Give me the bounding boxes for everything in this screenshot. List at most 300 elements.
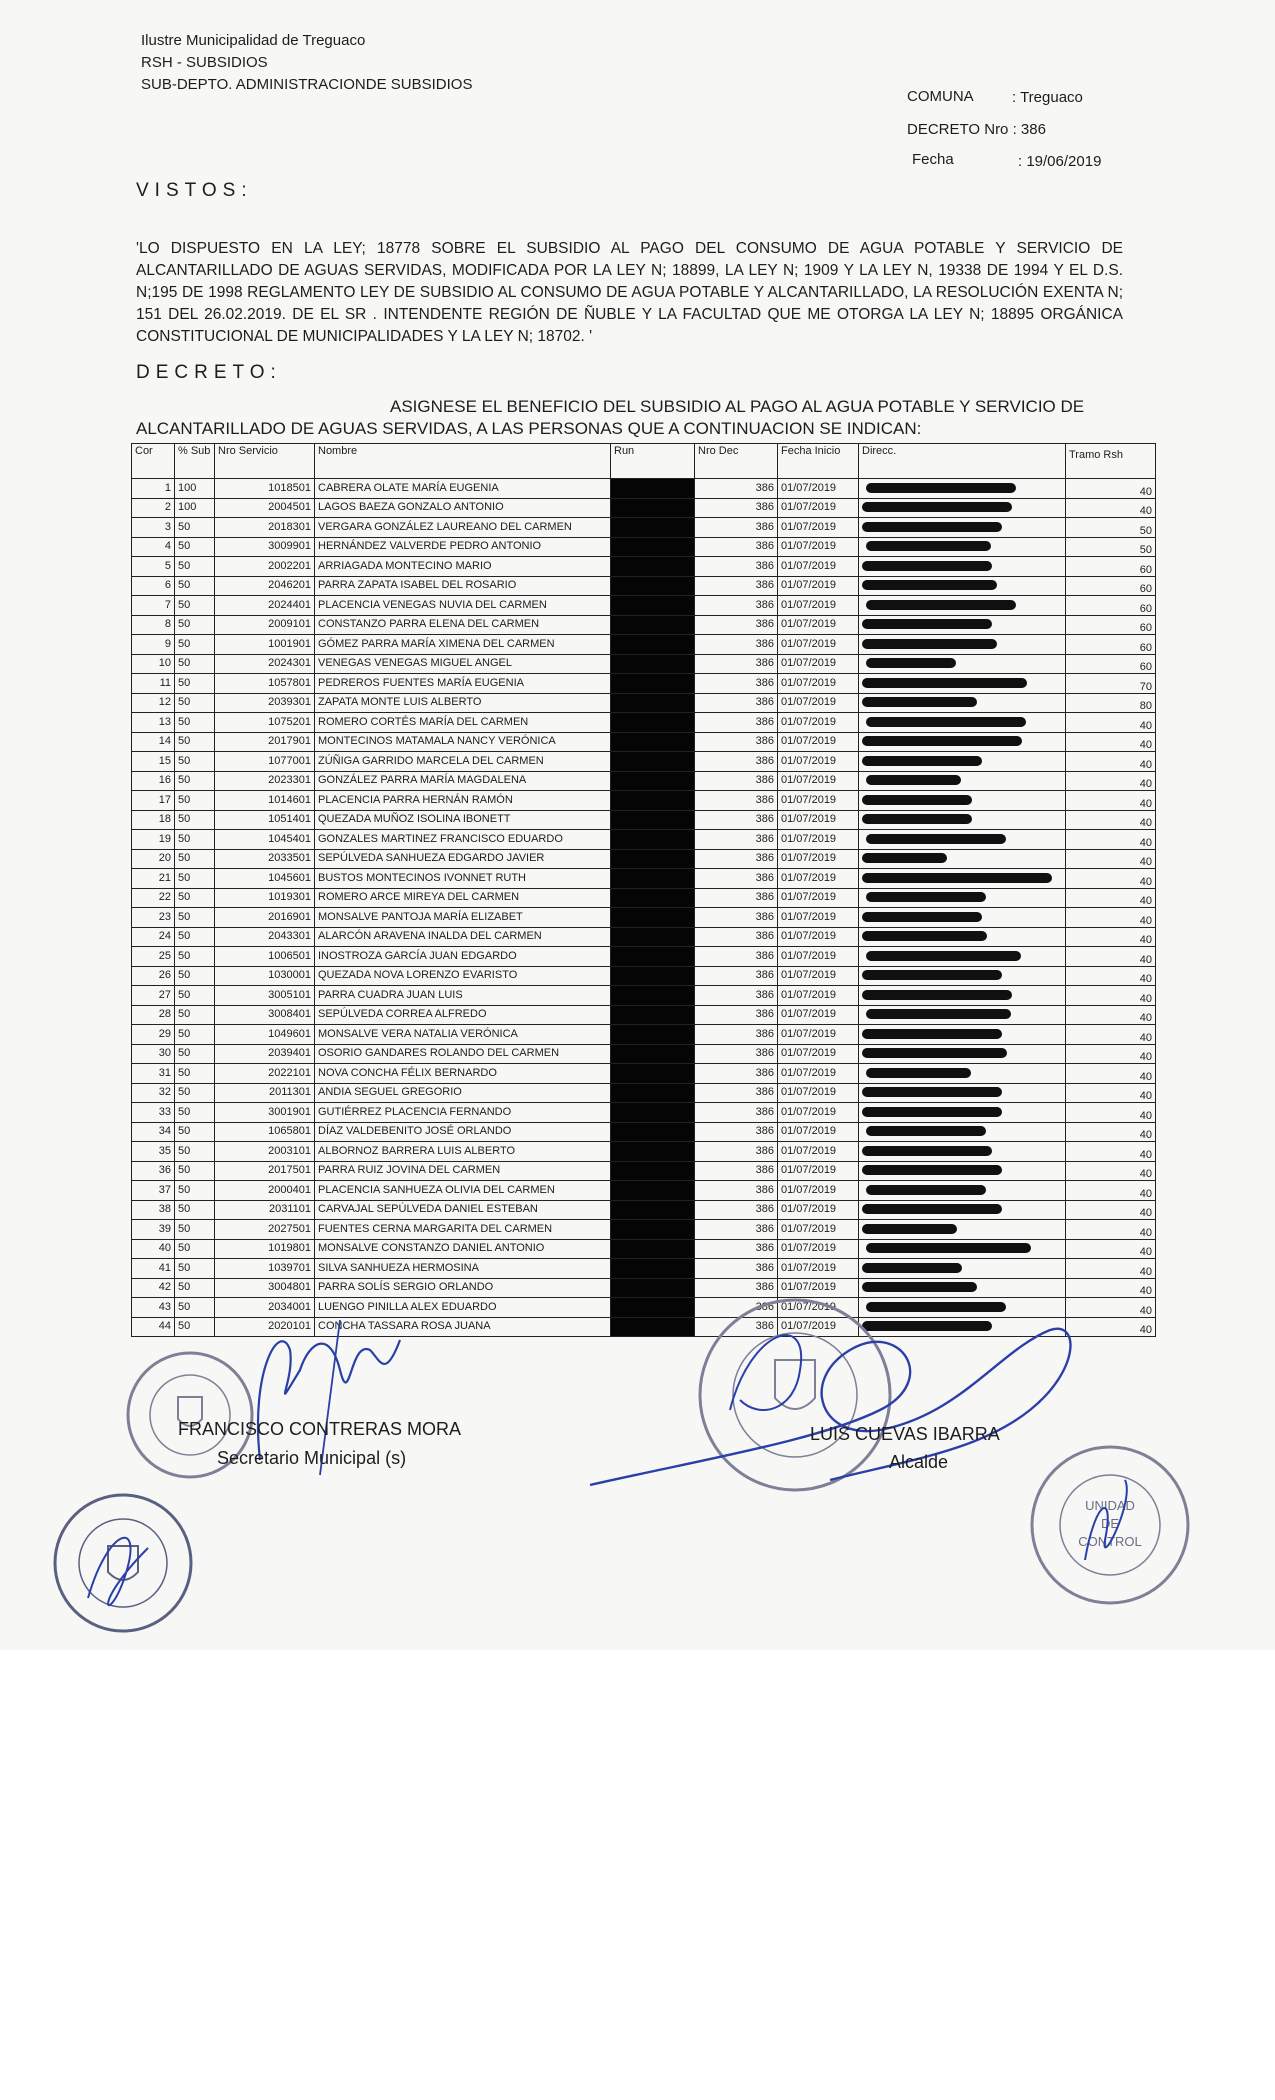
cell-nro-dec: 386 [695, 635, 778, 655]
cell-nro-servicio: 1014601 [215, 791, 315, 811]
cell-run-redacted [611, 615, 695, 635]
cell-nro-servicio: 2020101 [215, 1317, 315, 1337]
cell-nombre: ALBORNOZ BARRERA LUIS ALBERTO [315, 1142, 611, 1162]
cell-cor: 13 [132, 713, 175, 733]
table-row [132, 518, 1156, 538]
cell-tramo-rsh: 40 [1066, 1025, 1156, 1045]
cell-run-redacted [611, 986, 695, 1006]
cell-direccion-redacted [859, 1161, 1066, 1181]
cell-tramo-rsh: 40 [1066, 713, 1156, 733]
cell-fecha-inicio: 01/07/2019 [778, 1103, 859, 1123]
cell-nro-dec: 386 [695, 752, 778, 772]
alcalde-name: LUIS CUEVAS IBARRA [810, 1424, 1000, 1444]
cell-tramo-rsh: 40 [1066, 752, 1156, 772]
redaction-mark [862, 1087, 1002, 1097]
redaction-mark [862, 1263, 962, 1273]
cell-nro-servicio: 1039701 [215, 1259, 315, 1279]
cell-run-redacted [611, 1025, 695, 1045]
cell-tramo-rsh: 40 [1066, 1122, 1156, 1142]
redaction-mark [862, 619, 992, 629]
cell-nro-dec: 386 [695, 771, 778, 791]
cell-nombre: PARRA CUADRA JUAN LUIS [315, 986, 611, 1006]
cell-run-redacted [611, 654, 695, 674]
asignese-paragraph: ASIGNESE EL BENEFICIO DEL SUBSIDIO AL PAGO AL AGUA POTABLE Y SERVICIO DE ALCANTARILLADO DE AGUAS SERVIDAS, A LAS PERSONAS QUE A CONTINUACION SE INDICAN: [136, 397, 1085, 438]
cell-cor: 5 [132, 557, 175, 577]
redaction-mark [862, 1146, 992, 1156]
table-row [132, 1044, 1156, 1064]
redaction-mark [862, 814, 972, 824]
cell-percent-sub: 50 [175, 986, 215, 1006]
cell-cor: 33 [132, 1103, 175, 1123]
redaction-mark [866, 541, 991, 551]
cell-fecha-inicio: 01/07/2019 [778, 752, 859, 772]
header-subdepartment: SUB-DEPTO. ADMINISTRACIONDE SUBSIDIOS [141, 76, 473, 93]
cell-fecha-inicio: 01/07/2019 [778, 596, 859, 616]
cell-tramo-rsh: 40 [1066, 1181, 1156, 1201]
cell-nro-dec: 386 [695, 1083, 778, 1103]
table-header-row [132, 444, 1156, 479]
redaction-mark [862, 561, 992, 571]
cell-tramo-rsh: 40 [1066, 908, 1156, 928]
cell-nombre: GONZALES MARTINEZ FRANCISCO EDUARDO [315, 830, 611, 850]
cell-percent-sub: 50 [175, 1259, 215, 1279]
redaction-mark [862, 1029, 1002, 1039]
comuna-value: : Treguaco [1012, 89, 1083, 106]
cell-nombre: PEDREROS FUENTES MARÍA EUGENIA [315, 674, 611, 694]
cell-percent-sub: 50 [175, 888, 215, 908]
cell-direccion-redacted [859, 654, 1066, 674]
cell-nombre: FUENTES CERNA MARGARITA DEL CARMEN [315, 1220, 611, 1240]
cell-cor: 9 [132, 635, 175, 655]
redaction-mark [862, 1107, 1002, 1117]
cell-run-redacted [611, 1239, 695, 1259]
cell-cor: 42 [132, 1278, 175, 1298]
table-row [132, 908, 1156, 928]
cell-nombre: CARVAJAL SEPÚLVEDA DANIEL ESTEBAN [315, 1200, 611, 1220]
cell-percent-sub: 50 [175, 1064, 215, 1084]
cell-cor: 30 [132, 1044, 175, 1064]
cell-nro-servicio: 2023301 [215, 771, 315, 791]
cell-cor: 11 [132, 674, 175, 694]
cell-fecha-inicio: 01/07/2019 [778, 986, 859, 1006]
cell-fecha-inicio: 01/07/2019 [778, 1259, 859, 1279]
cell-nombre: QUEZADA NOVA LORENZO EVARISTO [315, 966, 611, 986]
cell-nombre: GUTIÉRREZ PLACENCIA FERNANDO [315, 1103, 611, 1123]
fecha-label: Fecha [912, 151, 954, 168]
cell-tramo-rsh: 40 [1066, 479, 1156, 499]
cell-nro-servicio: 1045401 [215, 830, 315, 850]
secretary-title: Secretario Municipal (s) [217, 1448, 407, 1468]
cell-nro-dec: 386 [695, 1298, 778, 1318]
cell-cor: 10 [132, 654, 175, 674]
cell-cor: 44 [132, 1317, 175, 1337]
cell-nombre: PARRA RUIZ JOVINA DEL CARMEN [315, 1161, 611, 1181]
table-row [132, 479, 1156, 499]
cell-cor: 34 [132, 1122, 175, 1142]
cell-percent-sub: 50 [175, 576, 215, 596]
cell-tramo-rsh: 60 [1066, 654, 1156, 674]
cell-nombre: BUSTOS MONTECINOS IVONNET RUTH [315, 869, 611, 889]
cell-nombre: NOVA CONCHA FÉLIX BERNARDO [315, 1064, 611, 1084]
redaction-mark [866, 483, 1016, 493]
cell-nombre: CONCHA TASSARA ROSA JUANA [315, 1317, 611, 1337]
redaction-mark [862, 756, 982, 766]
control-unit-stamp-icon [1025, 1440, 1195, 1610]
cell-tramo-rsh: 60 [1066, 557, 1156, 577]
cell-percent-sub: 50 [175, 1025, 215, 1045]
table-row [132, 869, 1156, 889]
cell-nro-servicio: 2043301 [215, 927, 315, 947]
cell-cor: 23 [132, 908, 175, 928]
cell-fecha-inicio: 01/07/2019 [778, 849, 859, 869]
cell-nombre: ARRIAGADA MONTECINO MARIO [315, 557, 611, 577]
cell-nombre: GONZÁLEZ PARRA MARÍA MAGDALENA [315, 771, 611, 791]
cell-cor: 14 [132, 732, 175, 752]
cell-percent-sub: 50 [175, 830, 215, 850]
cell-run-redacted [611, 732, 695, 752]
table-row [132, 830, 1156, 850]
cell-percent-sub: 50 [175, 966, 215, 986]
cell-nro-dec: 386 [695, 810, 778, 830]
cell-cor: 29 [132, 1025, 175, 1045]
table-body [132, 479, 1156, 1337]
cell-tramo-rsh: 40 [1066, 1317, 1156, 1337]
cell-run-redacted [611, 771, 695, 791]
cell-nro-dec: 386 [695, 888, 778, 908]
beneficiaries-table [131, 443, 1156, 1337]
cell-tramo-rsh: 60 [1066, 596, 1156, 616]
col-cor: Cor [132, 444, 175, 479]
cell-nombre: OSORIO GANDARES ROLANDO DEL CARMEN [315, 1044, 611, 1064]
cell-fecha-inicio: 01/07/2019 [778, 947, 859, 967]
redaction-mark [862, 736, 1022, 746]
cell-fecha-inicio: 01/07/2019 [778, 1181, 859, 1201]
header-block [141, 30, 472, 96]
table-row [132, 810, 1156, 830]
cell-nro-dec: 386 [695, 1005, 778, 1025]
redaction-mark [862, 522, 1002, 532]
cell-tramo-rsh: 40 [1066, 1239, 1156, 1259]
cell-percent-sub: 50 [175, 947, 215, 967]
cell-nro-servicio: 1057801 [215, 674, 315, 694]
cell-nombre: GÓMEZ PARRA MARÍA XIMENA DEL CARMEN [315, 635, 611, 655]
redaction-mark [862, 580, 997, 590]
cell-nro-dec: 386 [695, 479, 778, 499]
cell-tramo-rsh: 50 [1066, 537, 1156, 557]
cell-fecha-inicio: 01/07/2019 [778, 732, 859, 752]
cell-percent-sub: 50 [175, 1083, 215, 1103]
cell-nombre: ROMERO ARCE MIREYA DEL CARMEN [315, 888, 611, 908]
cell-tramo-rsh: 40 [1066, 830, 1156, 850]
cell-run-redacted [611, 576, 695, 596]
cell-direccion-redacted [859, 1103, 1066, 1123]
cell-tramo-rsh: 40 [1066, 732, 1156, 752]
cell-percent-sub: 50 [175, 1122, 215, 1142]
secretary-name: FRANCISCO CONTRERAS MORA [178, 1419, 462, 1439]
cell-cor: 25 [132, 947, 175, 967]
cell-run-redacted [611, 537, 695, 557]
comuna-label: COMUNA [907, 88, 974, 105]
table-row [132, 693, 1156, 713]
table-row [132, 1122, 1156, 1142]
table-row [132, 576, 1156, 596]
cell-nombre: ZAPATA MONTE LUIS ALBERTO [315, 693, 611, 713]
redaction-mark [862, 873, 1052, 883]
cell-direccion-redacted [859, 498, 1066, 518]
cell-nombre: PARRA SOLÍS SERGIO ORLANDO [315, 1278, 611, 1298]
cell-nro-servicio: 2009101 [215, 615, 315, 635]
cell-percent-sub: 50 [175, 732, 215, 752]
cell-direccion-redacted [859, 615, 1066, 635]
cell-nro-dec: 386 [695, 1142, 778, 1162]
cell-cor: 22 [132, 888, 175, 908]
cell-nombre: ROMERO CORTÉS MARÍA DEL CARMEN [315, 713, 611, 733]
cell-tramo-rsh: 40 [1066, 1064, 1156, 1084]
cell-percent-sub: 50 [175, 1181, 215, 1201]
cell-nombre: CABRERA OLATE MARÍA EUGENIA [315, 479, 611, 499]
cell-cor: 17 [132, 791, 175, 811]
cell-nro-dec: 386 [695, 654, 778, 674]
redaction-mark [866, 600, 1016, 610]
cell-nombre: LUENGO PINILLA ALEX EDUARDO [315, 1298, 611, 1318]
redaction-mark [866, 1126, 986, 1136]
cell-nombre: VERGARA GONZÁLEZ LAUREANO DEL CARMEN [315, 518, 611, 538]
cell-nro-servicio: 1077001 [215, 752, 315, 772]
cell-run-redacted [611, 1083, 695, 1103]
cell-cor: 21 [132, 869, 175, 889]
cell-fecha-inicio: 01/07/2019 [778, 1161, 859, 1181]
cell-nro-dec: 386 [695, 1200, 778, 1220]
cell-cor: 18 [132, 810, 175, 830]
cell-tramo-rsh: 40 [1066, 1103, 1156, 1123]
cell-run-redacted [611, 596, 695, 616]
cell-percent-sub: 50 [175, 713, 215, 733]
cell-direccion-redacted [859, 674, 1066, 694]
cell-fecha-inicio: 01/07/2019 [778, 693, 859, 713]
cell-nro-dec: 386 [695, 615, 778, 635]
cell-direccion-redacted [859, 596, 1066, 616]
cell-direccion-redacted [859, 1122, 1066, 1142]
cell-run-redacted [611, 1200, 695, 1220]
cell-fecha-inicio: 01/07/2019 [778, 576, 859, 596]
vistos-heading: VISTOS: [136, 180, 253, 201]
table-row [132, 615, 1156, 635]
cell-run-redacted [611, 869, 695, 889]
cell-nro-dec: 386 [695, 1239, 778, 1259]
cell-nro-dec: 386 [695, 596, 778, 616]
col-tramo-rsh: Tramo Rsh [1066, 444, 1156, 479]
cell-nro-dec: 386 [695, 557, 778, 577]
col-run: Run [611, 444, 695, 479]
cell-percent-sub: 50 [175, 1005, 215, 1025]
cell-nro-dec: 386 [695, 576, 778, 596]
redaction-mark [862, 639, 997, 649]
redaction-mark [862, 853, 947, 863]
cell-cor: 1 [132, 479, 175, 499]
table-row [132, 966, 1156, 986]
cell-nro-servicio: 3008401 [215, 1005, 315, 1025]
cell-fecha-inicio: 01/07/2019 [778, 1142, 859, 1162]
cell-direccion-redacted [859, 791, 1066, 811]
table-row [132, 927, 1156, 947]
cell-percent-sub: 50 [175, 752, 215, 772]
cell-fecha-inicio: 01/07/2019 [778, 615, 859, 635]
cell-fecha-inicio: 01/07/2019 [778, 1200, 859, 1220]
cell-tramo-rsh: 40 [1066, 771, 1156, 791]
cell-cor: 20 [132, 849, 175, 869]
redaction-mark [862, 795, 972, 805]
cell-nro-servicio: 2024301 [215, 654, 315, 674]
svg-text:DE: DE [1100, 1516, 1120, 1531]
cell-direccion-redacted [859, 557, 1066, 577]
cell-fecha-inicio: 01/07/2019 [778, 1122, 859, 1142]
cell-direccion-redacted [859, 1200, 1066, 1220]
cell-percent-sub: 50 [175, 635, 215, 655]
cell-nombre: SEPÚLVEDA CORREA ALFREDO [315, 1005, 611, 1025]
cell-run-redacted [611, 791, 695, 811]
table-row [132, 849, 1156, 869]
cell-fecha-inicio: 01/07/2019 [778, 908, 859, 928]
cell-run-redacted [611, 1181, 695, 1201]
redaction-mark [866, 1068, 971, 1078]
cell-nro-servicio: 2046201 [215, 576, 315, 596]
cell-direccion-redacted [859, 1005, 1066, 1025]
cell-run-redacted [611, 557, 695, 577]
redaction-mark [866, 717, 1026, 727]
cell-nombre: LAGOS BAEZA GONZALO ANTONIO [315, 498, 611, 518]
cell-cor: 32 [132, 1083, 175, 1103]
cell-nro-servicio: 1030001 [215, 966, 315, 986]
cell-nombre: VENEGAS VENEGAS MIGUEL ANGEL [315, 654, 611, 674]
header-department: RSH - SUBSIDIOS [141, 54, 268, 71]
cell-nro-dec: 386 [695, 947, 778, 967]
cell-run-redacted [611, 1005, 695, 1025]
cell-cor: 8 [132, 615, 175, 635]
cell-direccion-redacted [859, 479, 1066, 499]
table-row [132, 888, 1156, 908]
table-row [132, 771, 1156, 791]
cell-nro-dec: 386 [695, 1317, 778, 1337]
cell-nombre: PLACENCIA SANHUEZA OLIVIA DEL CARMEN [315, 1181, 611, 1201]
cell-run-redacted [611, 927, 695, 947]
cell-nro-servicio: 2016901 [215, 908, 315, 928]
header-municipality: Ilustre Municipalidad de Treguaco [141, 32, 366, 49]
cell-tramo-rsh: 40 [1066, 498, 1156, 518]
table-row [132, 654, 1156, 674]
cell-nombre: CONSTANZO PARRA ELENA DEL CARMEN [315, 615, 611, 635]
alcalde-signature-icon [580, 1290, 1100, 1510]
cell-fecha-inicio: 01/07/2019 [778, 518, 859, 538]
cell-direccion-redacted [859, 635, 1066, 655]
cell-fecha-inicio: 01/07/2019 [778, 1278, 859, 1298]
cell-run-redacted [611, 947, 695, 967]
table-row [132, 1083, 1156, 1103]
cell-tramo-rsh: 40 [1066, 1083, 1156, 1103]
cell-tramo-rsh: 40 [1066, 1005, 1156, 1025]
cell-nro-servicio: 2034001 [215, 1298, 315, 1318]
cell-fecha-inicio: 01/07/2019 [778, 1044, 859, 1064]
cell-nombre: QUEZADA MUÑOZ ISOLINA IBONETT [315, 810, 611, 830]
cell-tramo-rsh: 40 [1066, 1044, 1156, 1064]
cell-nombre: INOSTROZA GARCÍA JUAN EDGARDO [315, 947, 611, 967]
cell-cor: 2 [132, 498, 175, 518]
cell-nro-servicio: 3004801 [215, 1278, 315, 1298]
redaction-mark [862, 502, 1012, 512]
cell-tramo-rsh: 40 [1066, 791, 1156, 811]
redaction-mark [862, 970, 1002, 980]
cell-nombre: HERNÁNDEZ VALVERDE PEDRO ANTONIO [315, 537, 611, 557]
cell-nro-servicio: 1001901 [215, 635, 315, 655]
cell-nro-servicio: 2027501 [215, 1220, 315, 1240]
cell-run-redacted [611, 888, 695, 908]
cell-direccion-redacted [859, 966, 1066, 986]
cell-nro-servicio: 2017901 [215, 732, 315, 752]
cell-tramo-rsh: 40 [1066, 1298, 1156, 1318]
cell-run-redacted [611, 479, 695, 499]
cell-direccion-redacted [859, 986, 1066, 1006]
cell-nro-dec: 386 [695, 830, 778, 850]
cell-tramo-rsh: 40 [1066, 869, 1156, 889]
cell-percent-sub: 50 [175, 596, 215, 616]
cell-nro-servicio: 1019801 [215, 1239, 315, 1259]
cell-tramo-rsh: 40 [1066, 1278, 1156, 1298]
col-nro-servicio: Nro Servicio [215, 444, 315, 479]
cell-nro-dec: 386 [695, 791, 778, 811]
cell-nro-dec: 386 [695, 1103, 778, 1123]
cell-run-redacted [611, 1161, 695, 1181]
cell-fecha-inicio: 01/07/2019 [778, 771, 859, 791]
cell-run-redacted [611, 713, 695, 733]
cell-run-redacted [611, 1122, 695, 1142]
municipality-stamp-icon [48, 1488, 198, 1638]
cell-cor: 3 [132, 518, 175, 538]
cell-percent-sub: 50 [175, 615, 215, 635]
cell-nro-servicio: 2033501 [215, 849, 315, 869]
cell-fecha-inicio: 01/07/2019 [778, 1083, 859, 1103]
table-row [132, 1220, 1156, 1240]
cell-cor: 41 [132, 1259, 175, 1279]
cell-fecha-inicio: 01/07/2019 [778, 537, 859, 557]
cell-run-redacted [611, 908, 695, 928]
cell-direccion-redacted [859, 713, 1066, 733]
cell-nro-servicio: 1051401 [215, 810, 315, 830]
cell-cor: 27 [132, 986, 175, 1006]
cell-nombre: ALARCÓN ARAVENA INALDA DEL CARMEN [315, 927, 611, 947]
cell-direccion-redacted [859, 732, 1066, 752]
cell-cor: 28 [132, 1005, 175, 1025]
cell-nro-dec: 386 [695, 1025, 778, 1045]
table-row [132, 947, 1156, 967]
table-row [132, 1161, 1156, 1181]
cell-fecha-inicio: 01/07/2019 [778, 654, 859, 674]
cell-fecha-inicio: 01/07/2019 [778, 1025, 859, 1045]
alcalde-title: Alcalde [889, 1452, 949, 1472]
cell-nro-servicio: 2000401 [215, 1181, 315, 1201]
cell-percent-sub: 50 [175, 674, 215, 694]
cell-direccion-redacted [859, 1181, 1066, 1201]
cell-fecha-inicio: 01/07/2019 [778, 1298, 859, 1318]
cell-cor: 35 [132, 1142, 175, 1162]
cell-fecha-inicio: 01/07/2019 [778, 713, 859, 733]
col-nro-dec: Nro Dec [695, 444, 778, 479]
cell-nro-servicio: 1049601 [215, 1025, 315, 1045]
cell-fecha-inicio: 01/07/2019 [778, 1005, 859, 1025]
cell-direccion-redacted [859, 518, 1066, 538]
cell-nombre: PLACENCIA VENEGAS NUVIA DEL CARMEN [315, 596, 611, 616]
cell-nombre: ZÚÑIGA GARRIDO MARCELA DEL CARMEN [315, 752, 611, 772]
cell-direccion-redacted [859, 849, 1066, 869]
cell-percent-sub: 100 [175, 479, 215, 499]
